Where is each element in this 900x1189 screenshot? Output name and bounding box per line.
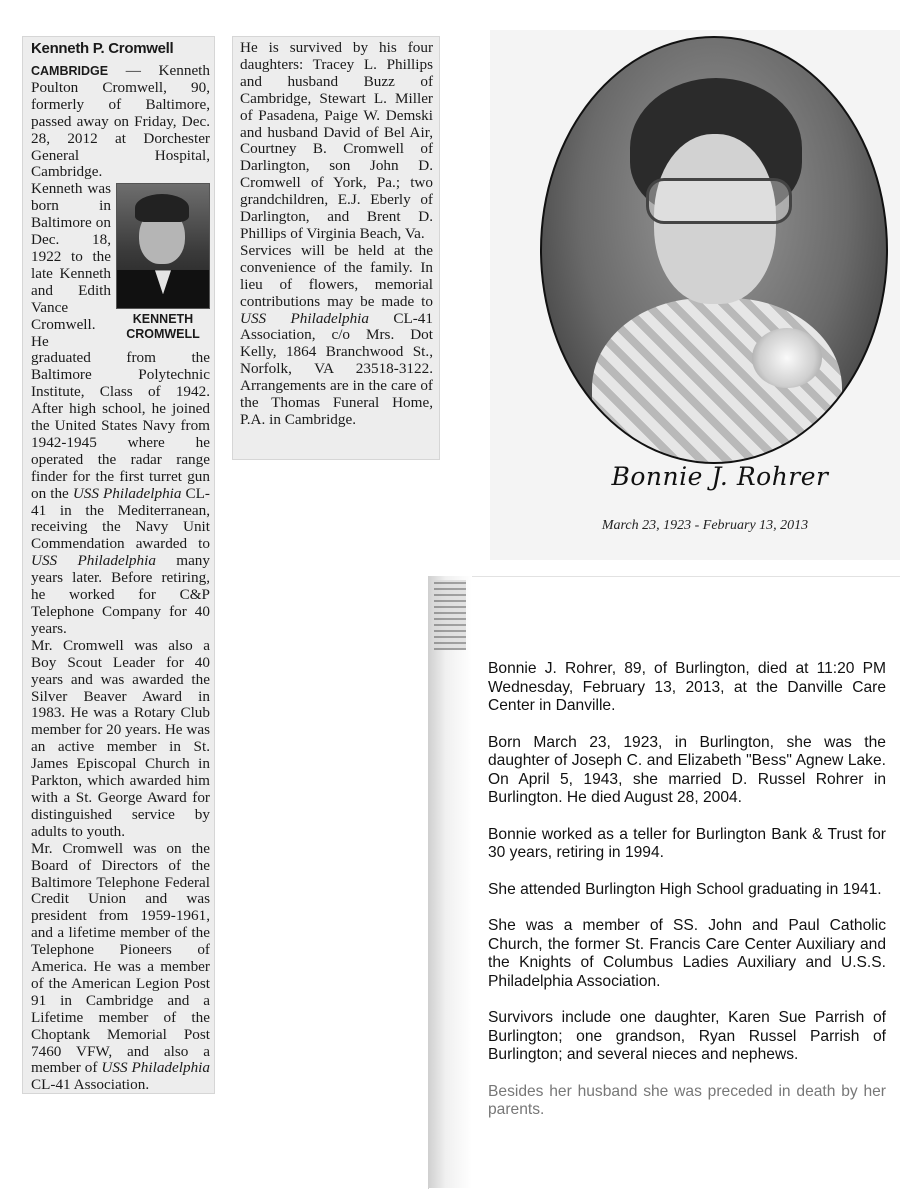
services-paragraph	[240, 243, 433, 429]
navy-text-3: many years later. Before retiring, he worked for C&P Telephone Company for 40 years.	[31, 552, 210, 637]
dateline: CAMBRIDGE	[31, 64, 109, 78]
obituary-headline: Kenneth P. Cromwell	[31, 40, 174, 57]
obituary-paragraph-6: Survivors include one daughter, Karen Sue Parrish of Burlington; one grandson, Ryan Russel Parrish of Burlington; and several nieces and nephews.	[488, 1009, 886, 1063]
obituary-paragraph-7: Besides her husband she was preceded in death by her parents.	[488, 1082, 886, 1118]
cromwell-clipping-column-1	[22, 36, 215, 1094]
lead-text-1: Kenneth Poulton Cromwell, 90, formerly of Baltimore, passed away on Friday, Dec. 28, 2012 at Dorchester General Hospital, Cambridge.	[31, 62, 210, 181]
ship-name: USS Philadelphia	[101, 1059, 210, 1077]
ship-name: USS Philadelphia	[240, 309, 369, 327]
navy-text-2: CL-41 in the Mediterranean, receiving the Navy Unit Commendation awarded to	[31, 484, 210, 553]
photo-caption-line-1: KENNETH	[132, 312, 194, 327]
obituary-body-column-1	[31, 63, 210, 1094]
survivors-paragraph: He is survived by his four daughters: Tracey L. Phillips and husband Buzz of Cambridge, Stewart L. Miller of Pasadena, Paige W. Demski and husband David of Bel Air, Courtney B. Cromwell of Darlington, son John D. Cromwell of York, Pa.; two grandchildren, E.J. Eberly of Darlington, and Brent D. Phillips of Virginia Beach, Va.	[240, 39, 433, 242]
cromwell-portrait-photo	[116, 183, 210, 309]
rohrer-obituary-text	[488, 660, 886, 1138]
rohrer-signature: Bonnie J. Rohrer	[611, 462, 829, 491]
cromwell-photo-block	[116, 183, 210, 342]
cromwell-clipping-column-2	[232, 36, 440, 460]
board-paragraph	[31, 841, 210, 1094]
board-text-2: CL-41 Association.	[31, 1076, 150, 1094]
navy-paragraph	[31, 334, 210, 638]
obituary-body-column-2	[240, 40, 433, 429]
navy-text-1: He graduated from the Baltimore Polytechnic Institute, Class of 1942. After high school, he joined the United States Navy from 1942-1945 where he operated the radar range finder for the first turret gun on the	[31, 332, 210, 502]
lead-paragraph	[31, 63, 210, 181]
board-text-1: Mr. Cromwell was on the Board of Directors of the Baltimore Telephone Federal Credit Union and was president from 1959-1961, and a lifetime member of the Telephone Pioneers of America. He was a member of the American Legion Post 91 in Cambridge and a Lifetime member of the Choptank Memorial Post 7460 VFW, and also a member of	[31, 839, 210, 1077]
ship-name: USS Philadelphia	[31, 552, 156, 570]
photo-caption	[116, 312, 210, 342]
sheet-scan-edge	[428, 576, 472, 1188]
obituary-paragraph-2: Born March 23, 1923, in Burlington, she was the daughter of Joseph C. and Elizabeth "Bess" Agnew Lake. On April 5, 1943, she married D. Russel Rohrer in Burlington. He died August 28, 2004.	[488, 733, 886, 806]
rohrer-life-dates: March 23, 1923 - February 13, 2013	[601, 518, 809, 533]
scout-paragraph: Mr. Cromwell was also a Boy Scout Leader for 40 years and was awarded the Silver Beaver Award in 1983. He was a Rotary Club member for 20 years. He was an active member in St. James Episcopal Church in Parkton, which awarded him with a St. George Award for distinguished service by adults to youth.	[31, 636, 210, 840]
obituary-paragraph-3: Bonnie worked as a teller for Burlington Bank & Trust for 30 years, retiring in 1994.	[488, 825, 886, 861]
obituary-paragraph-5: She was a member of SS. John and Paul Catholic Church, the former St. Francis Care Center Auxiliary and the Knights of Columbus Ladies Auxiliary and U.S.S. Philadelphia Association.	[488, 917, 886, 990]
rohrer-oval-portrait	[540, 36, 888, 464]
obituary-paragraph-1: Bonnie J. Rohrer, 89, of Burlington, died at 11:20 PM Wednesday, February 13, 2013, at the Danville Care Center in Danville.	[488, 660, 886, 714]
ship-name: USS Philadelphia	[72, 484, 182, 502]
obituary-paragraph-4: She attended Burlington High School graduating in 1941.	[488, 880, 882, 898]
services-text-1: Services will be held at the convenience of the family. In lieu of flowers, memorial contributions may be made to	[240, 241, 433, 310]
services-text-2: CL-41 Association, c/o Mrs. Dot Kelly, 1864 Branchwood St., Norfolk, VA 23518-3122. Arrangements are in the care of the Thomas Funeral Home, P.A. in Cambridge.	[240, 309, 433, 428]
photo-caption-line-2: CROMWELL	[126, 327, 200, 342]
lead-paragraph-2: Kenneth was born in Baltimore on Dec. 18, 1922 to the late Kenneth and Edith Vance Cromwell.	[31, 180, 111, 333]
dateline-dash: —	[108, 62, 159, 79]
